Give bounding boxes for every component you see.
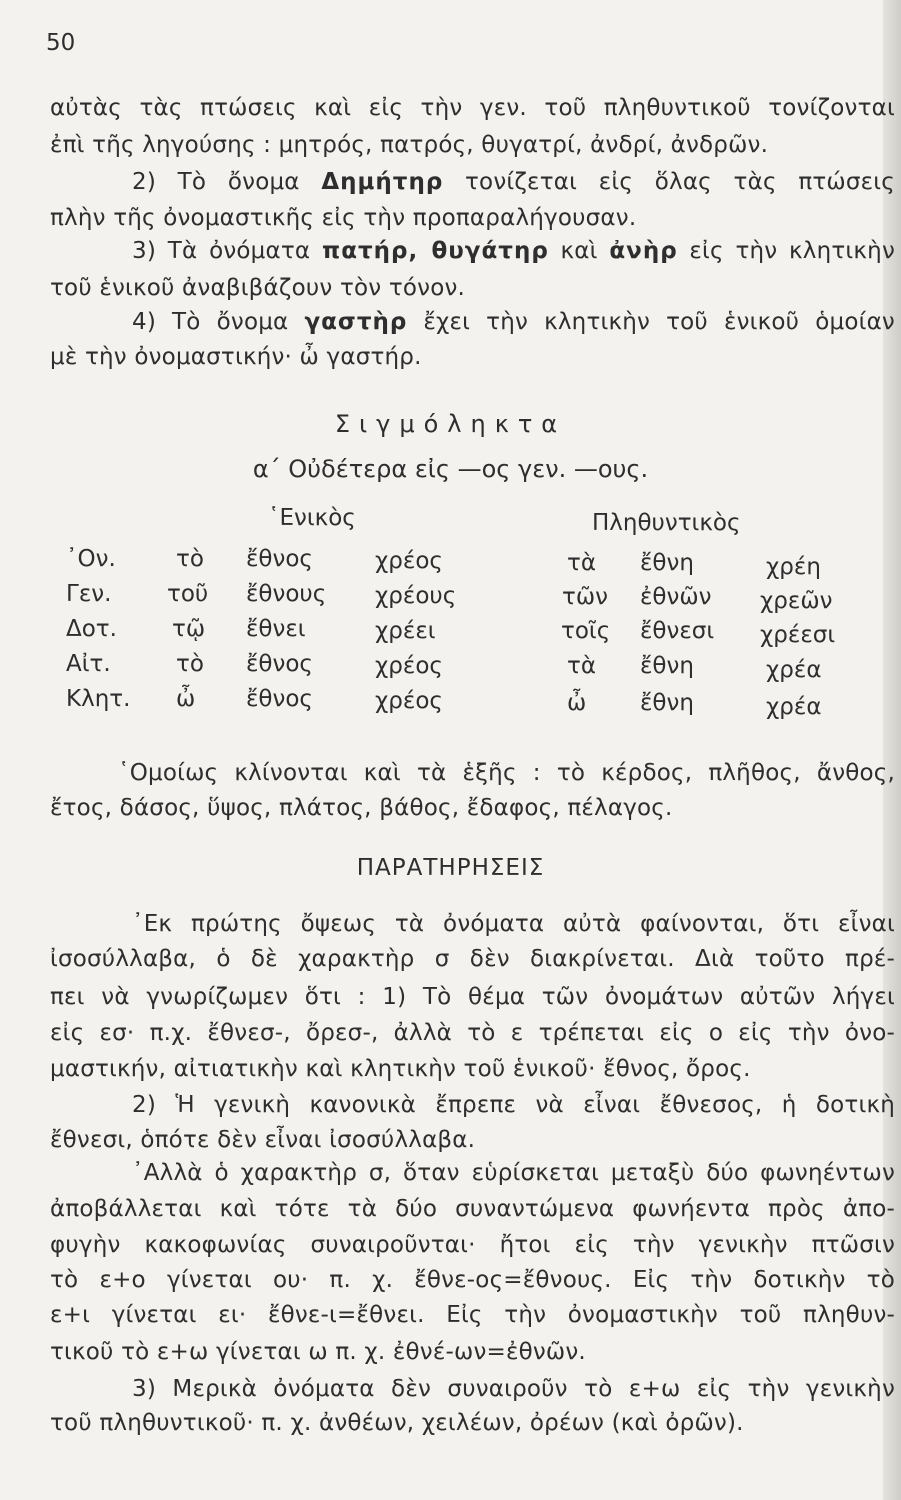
text-line: τοῦ ἑνικοῦ ἀναβιβάζουν τὸν τόνον.	[50, 275, 466, 301]
plural-header: Πληθυντικὸς	[592, 510, 741, 536]
text-line: ἰσοσύλλαβα, ὁ δὲ χαρακτὴρ σ δὲν διακρίνεται. Διὰ τοῦτο πρέ-	[50, 946, 895, 972]
case-label: Κλητ.	[66, 686, 131, 712]
word-plural: χρέη	[766, 554, 821, 580]
text-line: ἔθνεσι, ὁπότε δὲν εἶναι ἰσοσύλλαβα.	[50, 1127, 476, 1153]
word-singular: χρέος	[375, 688, 443, 714]
word-singular: ἔθνει	[246, 616, 306, 642]
section-title: Σιγμόληκτα	[334, 410, 567, 438]
text-line: ᾽Εκ πρώτης ὄψεως τὰ ὀνόματα αὐτὰ φαίνονται, ὅτι εἶναι	[132, 911, 895, 937]
word-singular: ἔθνος	[246, 686, 313, 712]
text-line: αὐτὰς τὰς πτώσεις καὶ εἰς τὴν γεν. τοῦ πληθυντικοῦ τονίζονται	[50, 95, 895, 121]
text-line: ε+ι γίνεται ει· ἔθνε-ι=ἔθνει. Εἰς τὴν ὀνομαστικὴν τοῦ πληθυν-	[50, 1302, 895, 1328]
article-plural: τὰ	[567, 550, 597, 576]
text-line: τικοῦ τὸ ε+ω γίνεται ω π. χ. ἐθνέ-ων=ἐθνῶν.	[50, 1339, 586, 1365]
word-plural: χρέεσι	[760, 622, 836, 648]
article-plural: τῶν	[562, 584, 608, 610]
singular-header: ῾Ενικὸς	[268, 505, 356, 531]
text-line: ἐπὶ τῆς ληγούσης : μητρός, πατρός, θυγατρί, ἀνδρί, ἀνδρῶν.	[50, 132, 769, 158]
word-singular: ἔθνους	[246, 581, 327, 607]
text-line: τοῦ πληθυντικοῦ· π. χ. ἀνθέων, χειλέων, ὀρέων (καὶ ὀρῶν).	[50, 1410, 744, 1436]
text-line: ᾽Αλλὰ ὁ χαρακτὴρ σ, ὅταν εὑρίσκεται μεταξὺ δύο φωνηέντων	[132, 1160, 895, 1186]
page-number: 50	[46, 30, 76, 56]
article-singular: ὦ	[176, 686, 196, 712]
word-singular: χρέος	[375, 653, 443, 679]
text-line: ἀποβάλλεται καὶ τότε τὰ δύο συναντώμενα φωνήεντα πρὸς ἀπο-	[50, 1196, 895, 1222]
word-plural: ἐθνῶν	[640, 584, 712, 610]
text-line: 3) Τὰ ὀνόματα πατήρ, θυγάτηρ καὶ ἀνὴρ εἰς τὴν κλητικὴν	[132, 238, 895, 264]
word-plural: ἔθνη	[640, 550, 694, 576]
text-line: τὸ ε+ο γίνεται ου· π. χ. ἔθνε-ος=ἔθνους. Εἰς τὴν δοτικὴν τὸ	[50, 1267, 895, 1293]
case-label: Γεν.	[66, 581, 112, 607]
word-plural: χρέα	[766, 657, 822, 683]
text-line: εἰς εσ· π.χ. ἔθνεσ-, ὄρεσ-, ἀλλὰ τὸ ε τρέπεται εἰς ο εἰς τὴν ὀνο-	[50, 1020, 895, 1046]
article-singular: τὸ	[176, 546, 204, 572]
text-line: πει νὰ γνωρίζωμεν ὅτι : 1) Τὸ θέμα τῶν ὀνομάτων αὐτῶν λήγει	[50, 984, 895, 1010]
case-label: ᾽Ον.	[66, 546, 116, 572]
text-line: 2) Τὸ ὄνομα Δημήτηρ τονίζεται εἰς ὅλας τὰς πτώσεις	[132, 169, 895, 195]
text-line: 4) Τὸ ὄνομα γαστὴρ ἔχει τὴν κλητικὴν τοῦ ἑνικοῦ ὁμοίαν	[132, 309, 895, 335]
word-plural: χρεῶν	[760, 588, 833, 614]
text-line: μὲ τὴν ὀνομαστικήν· ὦ γαστήρ.	[50, 344, 422, 370]
word-plural: χρέα	[766, 694, 822, 720]
text-line: 3) Μερικὰ ὀνόματα δὲν συναιροῦν τὸ ε+ω εἰς τὴν γενικὴν	[132, 1376, 895, 1402]
article-plural: τὰ	[567, 653, 597, 679]
word-singular: ἔθνος	[246, 651, 313, 677]
text-line: φυγὴν κακοφωνίας συναιροῦνται· ἤτοι εἰς τὴν γενικὴν πτῶσιν	[50, 1232, 895, 1258]
word-singular: χρέους	[375, 583, 457, 609]
word-plural: ἔθνεσι	[640, 618, 715, 644]
text-line: ῾Ομοίως κλίνονται καὶ τὰ ἑξῆς : τὸ κέρδος, πλῆθος, ἄνθος,	[118, 760, 895, 786]
article-singular: τοῦ	[167, 581, 209, 607]
text-line: μαστικήν, αἰτιατικὴν καὶ κλητικὴν τοῦ ἑνικοῦ· ἔθνος, ὄρος.	[50, 1056, 751, 1082]
article-plural: ὦ	[567, 690, 587, 716]
word-plural: ἔθνη	[640, 653, 694, 679]
remarks-title: ΠΑΡΑΤΗΡΗΣΕΙΣ	[356, 855, 545, 881]
section-subtitle: α΄ Οὐδέτερα εἰς —ος γεν. —ους.	[252, 455, 649, 483]
case-label: Δοτ.	[66, 616, 117, 642]
article-singular: τὸ	[176, 651, 204, 677]
text-line: ἔτος, δάσος, ὕψος, πλάτος, βάθος, ἔδαφος, πέλαγος.	[50, 795, 673, 821]
word-plural: ἔθνη	[640, 690, 694, 716]
text-line: πλὴν τῆς ὀνομαστικῆς εἰς τὴν προπαραλήγουσαν.	[50, 205, 637, 231]
case-label: Αἰτ.	[66, 651, 111, 677]
word-singular: χρέει	[375, 618, 436, 644]
article-singular: τῷ	[172, 616, 206, 642]
text-line: 2) Ἡ γενικὴ κανονικὰ ἔπρεπε νὰ εἶναι ἔθνεσος, ἡ δοτικὴ	[132, 1092, 895, 1118]
word-singular: χρέος	[375, 548, 443, 574]
article-plural: τοῖς	[561, 618, 611, 644]
word-singular: ἔθνος	[246, 546, 313, 572]
